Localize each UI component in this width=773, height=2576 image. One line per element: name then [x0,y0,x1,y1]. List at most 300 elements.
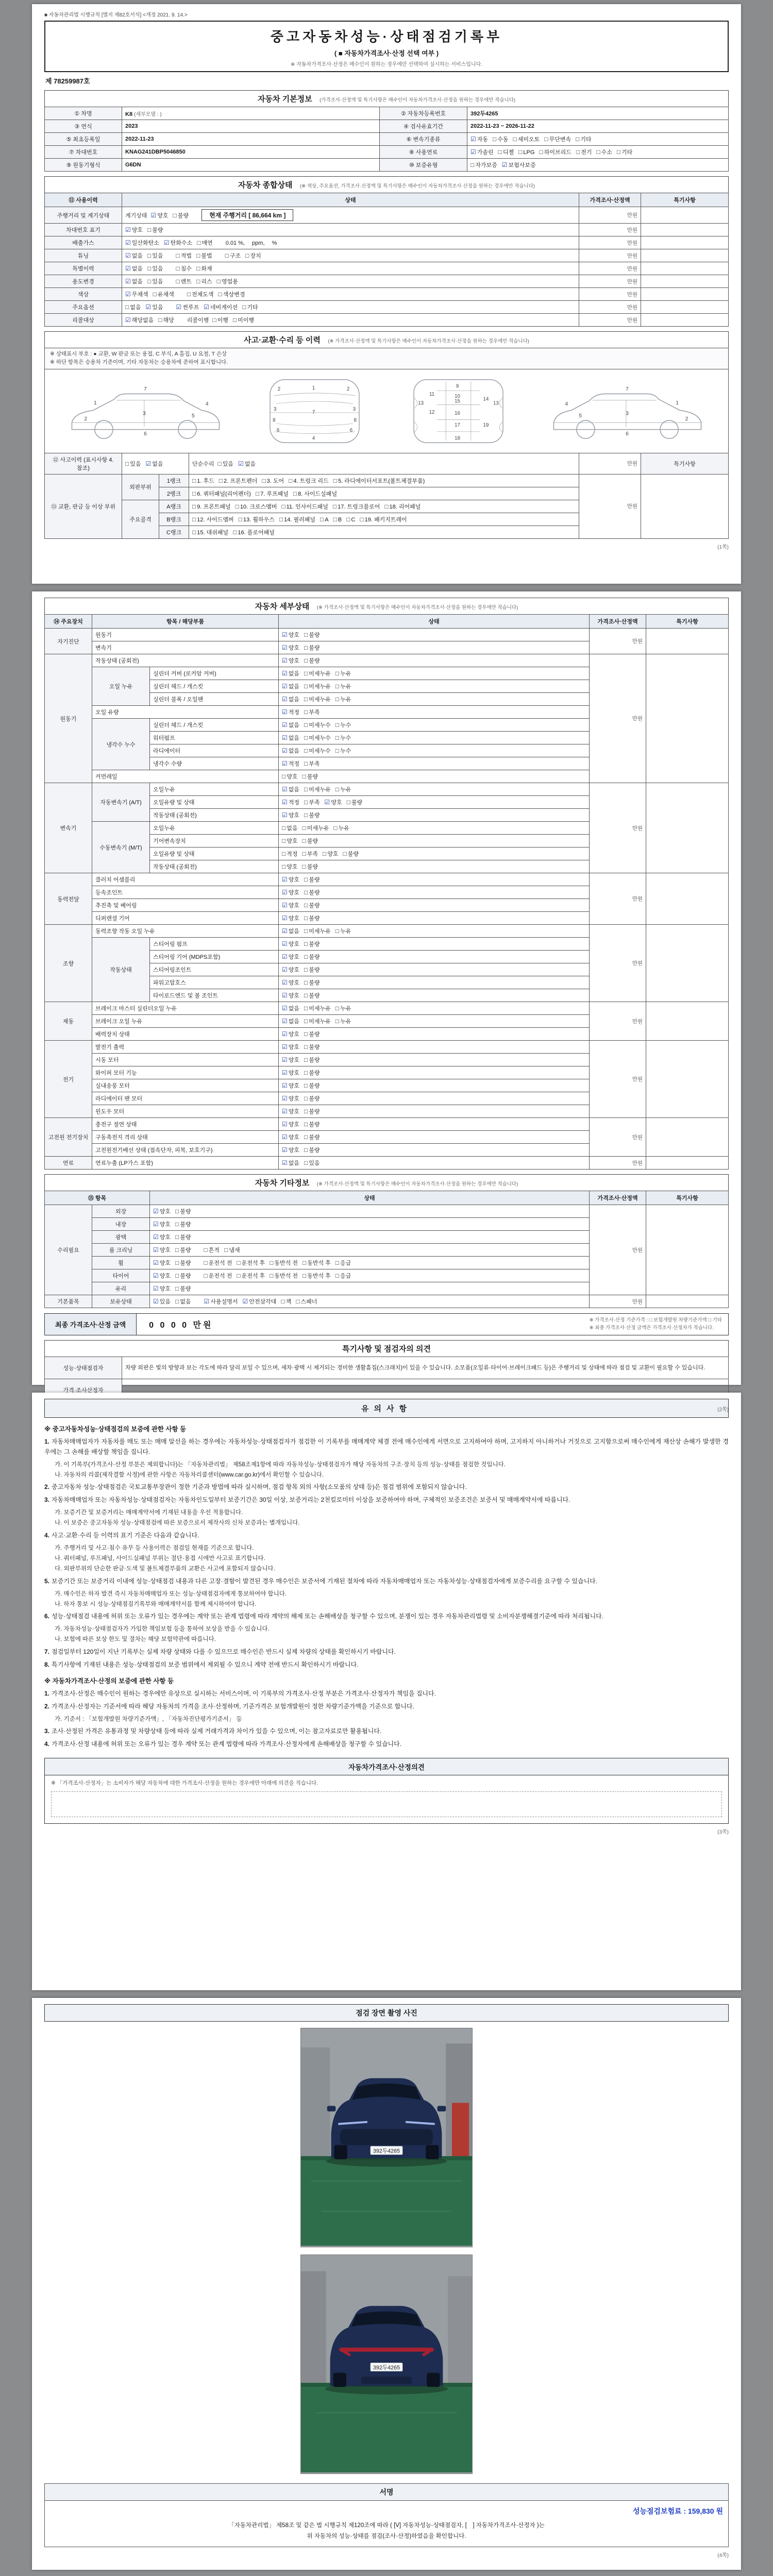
svg-text:3: 3 [352,406,356,412]
checkbox-unchecked[interactable] [304,747,331,755]
checkbox-label: 있음 [222,461,234,467]
item-label: 광택 [92,1231,150,1244]
checkbox-unchecked[interactable] [304,1004,331,1012]
state-cell [279,1066,590,1079]
checkbox-unchecked[interactable] [333,502,380,511]
state-cell [150,1218,590,1231]
checkbox-unchecked[interactable] [304,1056,320,1064]
checkbox-unchecked[interactable] [470,161,497,169]
checkbox-unchecked[interactable] [304,643,320,652]
checkbox-checked[interactable] [153,1272,171,1280]
unchecked-checkbox-icon: □ [335,670,340,677]
checkbox-label: 불량 [180,1273,191,1279]
checkbox-unchecked[interactable] [304,656,320,665]
checkbox-label: 15. 대쉬패널 [197,529,229,536]
checkbox-unchecked[interactable] [296,1297,317,1306]
checkbox-unchecked[interactable] [539,148,571,156]
checkbox-unchecked[interactable] [204,1272,232,1280]
checkbox-unchecked[interactable] [304,1017,331,1025]
checkbox-checked[interactable] [282,978,299,987]
checkbox-unchecked[interactable] [233,528,275,536]
checkbox-unchecked[interactable] [320,516,329,523]
checkbox-unchecked[interactable] [384,502,421,511]
checkbox-label: 누유 [340,671,351,677]
checkbox-unchecked[interactable] [147,277,163,285]
usage-history-label: 색상 [45,288,122,301]
checkbox-label: 양호 [288,890,300,896]
unchecked-checkbox-icon: □ [153,291,157,298]
form-header [44,21,729,72]
checkbox-unchecked[interactable] [256,489,289,498]
checkbox-checked[interactable] [204,303,238,311]
checkbox-checked[interactable] [282,1133,299,1141]
checkbox-unchecked[interactable] [237,1272,265,1280]
checkbox-label: 기타 [580,137,592,143]
checkbox-unchecked[interactable] [175,1233,191,1241]
checkbox-unchecked[interactable] [304,888,320,896]
checkbox-checked[interactable] [282,734,299,742]
checkbox-unchecked[interactable] [303,772,318,781]
checkbox-unchecked[interactable] [281,1297,291,1306]
checkbox-unchecked[interactable] [125,303,141,311]
checkbox-unchecked[interactable] [175,1272,191,1280]
checkbox-unchecked[interactable] [147,251,163,260]
checkbox-unchecked[interactable] [498,148,514,156]
svg-text:1: 1 [312,385,315,391]
checkbox-unchecked[interactable] [175,1246,191,1254]
checkbox-checked[interactable] [176,303,199,311]
checkbox-checked[interactable] [282,1081,299,1090]
checkbox-unchecked[interactable] [304,798,320,806]
checked-checkbox-icon: ☑ [282,657,288,664]
unchecked-checkbox-icon: □ [255,489,260,497]
checkbox-checked[interactable] [282,798,299,806]
item-label: 라디에이터 팬 모터 [92,1092,279,1105]
svg-text:3: 3 [274,406,277,412]
checkbox-checked[interactable] [282,940,299,948]
checkbox-unchecked[interactable] [225,251,241,260]
checkbox-unchecked[interactable] [196,277,212,285]
checkbox-unchecked[interactable] [335,1259,351,1267]
checkbox-label: 침수 [180,266,192,272]
unchecked-checkbox-icon: □ [302,824,306,832]
checkbox-checked[interactable] [125,226,143,234]
checkbox-unchecked[interactable] [175,1207,191,1215]
notice-item: 5. 보증기간 또는 보증거리 이내에 성능·상태점검 내용과 다른 고장·결함이 발견된 경우 매수인은 보증서에 기재된 절차에 따라 자동차매매업자 또는 자동차성능·상태점검자에게 보증수리를 요구할 수 있습니다. [44,1577,598,1585]
checkbox-unchecked[interactable] [196,264,212,273]
checkbox-unchecked[interactable] [175,1297,191,1306]
checkbox-unchecked[interactable] [323,850,339,858]
overall-condition-header [44,176,729,193]
device-group-label: 고전원 전기장치 [45,1118,92,1157]
checkbox-unchecked[interactable] [304,1094,320,1103]
checkbox-unchecked[interactable] [192,502,231,511]
checkbox-checked[interactable] [282,1069,299,1077]
checkbox-checked[interactable] [242,1297,276,1306]
checkbox-label: B [338,516,342,523]
checkbox-label: 1. 후드 [197,478,214,484]
checkbox-label: 없음 [131,266,143,272]
checkbox-unchecked[interactable] [204,1246,220,1254]
checkbox-unchecked[interactable] [270,1259,298,1267]
item-label: 클러치 어셈블리 [92,873,279,886]
unchecked-checkbox-icon: □ [539,148,543,156]
checkbox-unchecked[interactable] [175,1284,191,1293]
checkbox-label: 11. 인사이드패널 [286,503,328,510]
unchecked-checkbox-icon: □ [304,799,308,806]
unchecked-checkbox-icon: □ [304,889,308,896]
checkbox-unchecked[interactable] [617,148,633,156]
notice-item: 2. 가격조사·산정자는 기준서에 따라 해당 자동차의 가격을 조사·산정하며, 기준가격은 보험개발원이 정한 차량기준가액을 기준으로 합니다. [44,1703,414,1710]
checkbox-unchecked[interactable] [303,850,318,858]
checkbox-unchecked[interactable] [282,824,298,832]
unchecked-checkbox-icon: □ [304,1121,308,1128]
checkbox-unchecked[interactable] [289,477,329,485]
checkbox-unchecked[interactable] [282,850,298,858]
checkbox-unchecked[interactable] [304,682,331,690]
checkbox-label: 구조 [229,253,241,259]
checkbox-unchecked[interactable] [212,316,228,324]
checkbox-unchecked[interactable] [175,1259,191,1267]
checkbox-unchecked[interactable] [304,940,320,948]
checkbox-checked[interactable] [282,901,299,909]
checkbox-unchecked[interactable] [335,682,351,690]
checkbox-unchecked[interactable] [281,502,328,511]
checkbox-checked[interactable] [282,1056,299,1064]
checkbox-unchecked[interactable] [335,669,351,677]
checkbox-unchecked[interactable] [335,927,351,935]
detail-condition-table [44,614,729,1170]
checkbox-unchecked[interactable] [192,528,228,536]
checkbox-unchecked[interactable] [233,316,254,324]
checkbox-unchecked[interactable] [217,277,238,285]
unchecked-checkbox-icon: □ [281,1298,285,1305]
state-cell [279,693,590,706]
checkbox-unchecked[interactable] [304,991,320,999]
checkbox-checked[interactable] [153,1246,171,1254]
checkbox-unchecked[interactable] [173,211,189,219]
checkbox-unchecked[interactable] [245,251,261,260]
checkbox-unchecked[interactable] [237,1259,265,1267]
checkbox-unchecked[interactable] [303,824,329,832]
accident-history-label: ⑫ 사고이력 (표시사항 4. 참조) [45,453,122,474]
checkbox-checked[interactable] [282,682,299,690]
checkbox-unchecked[interactable] [335,721,351,729]
checkbox-unchecked[interactable] [333,516,342,523]
checkbox-unchecked[interactable] [282,772,298,781]
checkbox-label: 안전삼각대 [249,1299,277,1305]
checkbox-unchecked[interactable] [347,798,363,806]
checkbox-checked[interactable] [282,643,299,652]
checkbox-unchecked[interactable] [513,135,540,143]
checkbox-unchecked[interactable] [304,927,331,935]
checkbox-unchecked[interactable] [224,1246,240,1254]
checkbox-unchecked[interactable] [304,631,320,639]
checkbox-unchecked[interactable] [304,695,331,703]
checkbox-unchecked[interactable] [304,1030,320,1038]
checkbox-unchecked[interactable] [303,862,318,871]
checkbox-unchecked[interactable] [219,290,245,298]
checkbox-checked[interactable] [125,316,154,324]
checkbox-unchecked[interactable] [304,1146,320,1154]
checkbox-checked[interactable] [125,239,159,247]
checkbox-label: 영업용 [221,279,238,285]
checkbox-label: 불량 [307,864,318,870]
checkbox-checked[interactable] [153,1207,171,1215]
checkbox-unchecked[interactable] [282,837,298,845]
checkbox-unchecked[interactable] [153,290,174,298]
checkbox-unchecked[interactable] [596,148,612,156]
checkbox-unchecked[interactable] [304,1043,320,1051]
item-label: 타이어 [92,1269,150,1282]
state-text: 0.01 %, ppm, % [225,240,277,246]
checkbox-label: 양호 [159,1260,171,1266]
checkbox-unchecked[interactable] [192,515,234,523]
panel-items-cell [189,487,579,500]
checkbox-checked[interactable] [282,785,299,793]
checkbox-label: 없음 [131,253,143,259]
checkbox-unchecked[interactable] [175,1220,191,1228]
checkbox-checked[interactable] [151,211,169,219]
checkbox-unchecked[interactable] [346,516,355,523]
state-cell [279,1079,590,1092]
checkbox-checked[interactable] [282,914,299,922]
unchecked-checkbox-icon: □ [192,489,196,497]
checkbox-unchecked[interactable] [335,695,351,703]
checkbox-checked[interactable] [282,1146,299,1154]
notice-item: 1. 자동차매매업자가 자동차를 매도 또는 매매 알선을 하는 경우에는 자동차성능·상태점검자가 점검한 이 기록부를 매매계약 체결 전에 매수인에게 서면으로 고지하여야 하며, 고지하지 아니하거나 거짓으로 고지함으로써 매수인에게 재산상 손해가 발생한 경우에는 그 손해를 배상할 책임을 집니다. [44,1438,729,1455]
checkbox-checked[interactable] [125,290,148,298]
checkbox-checked[interactable] [282,1017,299,1025]
checkbox-unchecked[interactable] [304,978,320,987]
checkbox-checked[interactable] [282,1004,299,1012]
checkbox-unchecked[interactable] [335,747,351,755]
accident-history-note: (※ 가격조사·산정액 및 특기사항은 매수인이 자동차가격조사·산정을 원하는 경우에만 적습니다) [328,338,529,344]
checkbox-checked[interactable] [282,747,299,755]
unchecked-checkbox-icon: □ [304,631,308,638]
checkbox-checked[interactable] [146,460,163,468]
usage-history-label: 배출가스 [45,236,122,249]
field-label: ⑦ 차대번호 [45,146,122,159]
usage-history-label: 특별이력 [45,262,122,275]
checkbox-unchecked[interactable] [304,1133,320,1141]
checkbox-unchecked[interactable] [304,1159,320,1167]
checkbox-unchecked[interactable] [262,477,284,485]
device-group-label: 변속기 [45,783,92,873]
checkbox-label: 불량 [309,1109,320,1115]
checkbox-unchecked[interactable] [303,1259,331,1267]
checkbox-unchecked[interactable] [236,502,277,511]
checkbox-checked[interactable] [282,991,299,999]
remark-cell [646,1118,729,1157]
item-label: 실린더 헤드 / 개스킷 [150,680,279,693]
checkbox-checked[interactable] [282,1030,299,1038]
unchecked-checkbox-icon: □ [304,708,308,716]
detail-row [45,1157,729,1170]
checkbox-label: 양호 [288,954,300,960]
checkbox-checked[interactable] [282,927,299,935]
state-cell [279,848,590,860]
checkbox-checked[interactable] [470,135,488,143]
checkbox-checked[interactable] [282,875,299,884]
checkbox-unchecked[interactable] [576,135,592,143]
final-price-value: 0 0 0 0 만원 [149,1321,213,1330]
checkbox-checked[interactable] [204,1297,238,1306]
checkbox-unchecked[interactable] [304,1107,320,1115]
checkbox-label: 불량 [309,1057,320,1063]
checkbox-checked[interactable] [282,669,299,677]
checkbox-unchecked[interactable] [176,277,192,285]
checkbox-unchecked[interactable] [187,290,214,298]
unchecked-checkbox-icon: □ [335,1272,340,1279]
checkbox-checked[interactable] [282,1120,299,1128]
checkbox-unchecked[interactable] [196,251,212,260]
checkbox-checked[interactable] [282,721,299,729]
detail-row [45,1041,729,1054]
checkbox-unchecked[interactable] [147,264,163,273]
checkbox-unchecked[interactable] [304,1120,320,1128]
checkbox-label: 7. 루프패널 [260,490,289,497]
checkbox-unchecked[interactable] [204,1259,232,1267]
checkbox-label: 이행 [217,317,228,324]
checkbox-unchecked[interactable] [147,226,163,234]
checkbox-unchecked[interactable] [304,1081,320,1090]
checkbox-unchecked[interactable] [335,734,351,742]
checkbox-checked[interactable] [125,251,143,260]
checkbox-checked[interactable] [125,264,143,273]
form-reference: ■ 자동차관리법 시행규칙 [별지 제82호서식] <개정 2021. 9. 14.> [44,12,188,18]
repair-group-label: 수리필요 [45,1205,92,1295]
checkbox-unchecked[interactable] [303,837,318,845]
checkbox-unchecked[interactable] [304,811,320,819]
checkbox-checked[interactable] [282,1107,299,1115]
checkbox-unchecked[interactable] [219,477,258,485]
price-opinion-writing-area [51,1791,722,1817]
notice-item: 7. 점검일부터 120일이 지난 기록부는 실제 차량 상태와 다를 수 있으므로 매수인은 반드시 실제 차량의 상태를 확인하시기 바랍니다. [44,1648,396,1655]
checkbox-label: 동반석 전 [274,1273,298,1279]
checkbox-unchecked[interactable] [158,316,174,324]
checkbox-unchecked[interactable] [239,515,275,523]
unchecked-checkbox-icon: □ [518,148,523,156]
checkbox-unchecked[interactable] [197,239,213,247]
checkbox-checked[interactable] [153,1233,171,1241]
checkbox-unchecked[interactable] [125,460,141,468]
checkbox-label: 5. 라디에이터서포트(볼트체결부품) [338,478,425,484]
item-group-label: 오일 누유 [92,667,150,706]
checkbox-unchecked[interactable] [176,264,192,273]
checkbox-unchecked[interactable] [304,734,331,742]
checkbox-checked[interactable] [282,1043,299,1051]
checkbox-unchecked[interactable] [518,148,534,156]
checkbox-checked[interactable] [325,798,342,806]
checkbox-unchecked[interactable] [335,1017,351,1025]
unchecked-checkbox-icon: □ [175,1259,179,1266]
checkbox-checked[interactable] [153,1297,171,1306]
rear-license-plate: 392두4265 [373,2364,400,2371]
checkbox-checked[interactable] [153,1284,171,1293]
checkbox-checked[interactable] [146,303,163,311]
checkbox-checked[interactable] [282,759,299,768]
checkbox-checked[interactable] [282,965,299,974]
checkbox-unchecked[interactable] [282,862,298,871]
unchecked-checkbox-icon: □ [235,502,239,510]
table-row [45,120,729,133]
checkbox-unchecked[interactable] [576,148,592,156]
checkbox-unchecked[interactable] [304,759,320,768]
checkbox-checked[interactable] [125,277,143,285]
checkbox-checked[interactable] [153,1220,171,1228]
checkbox-unchecked[interactable] [333,824,349,832]
accident-history-header [44,331,729,348]
checkbox-unchecked[interactable] [493,135,509,143]
checkbox-checked[interactable] [470,148,494,156]
checked-checkbox-icon: ☑ [282,992,288,999]
checkbox-unchecked[interactable] [270,1272,298,1280]
form-header-note: ※ 자동차가격조사·산정은 매수인이 원하는 경우에만 선택하여 실시하는 서비스입니다. [290,62,483,67]
checkbox-checked[interactable] [238,460,256,468]
checkbox-unchecked[interactable] [304,965,320,974]
checkbox-checked[interactable] [153,1259,171,1267]
checkbox-unchecked[interactable] [333,477,425,485]
checkbox-unchecked[interactable] [304,721,331,729]
checkbox-checked[interactable] [502,161,536,169]
state-cell [122,249,579,262]
remark-cell [641,236,729,249]
checkbox-unchecked[interactable] [279,515,315,523]
checkbox-checked[interactable] [282,695,299,703]
checkbox-checked[interactable] [282,708,299,716]
unchecked-checkbox-icon: □ [384,502,389,510]
checkbox-unchecked[interactable] [192,489,251,498]
checkbox-checked[interactable] [282,656,299,665]
checkbox-checked[interactable] [282,1159,299,1167]
checkbox-checked[interactable] [282,888,299,896]
checkbox-unchecked[interactable] [304,901,320,909]
checkbox-unchecked[interactable] [218,460,234,468]
checkbox-unchecked[interactable] [242,303,258,311]
checkbox-unchecked[interactable] [304,953,320,961]
checkbox-checked[interactable] [282,811,299,819]
checkbox-checked[interactable] [164,239,192,247]
current-mileage-box: 현재 주행거리 [ 86,664 km ] [201,209,293,221]
unchecked-checkbox-icon: □ [192,477,196,484]
checkbox-unchecked[interactable] [176,251,192,260]
checkbox-unchecked[interactable] [335,1004,351,1012]
checkbox-unchecked[interactable] [304,1069,320,1077]
checkbox-unchecked[interactable] [304,785,331,793]
checkbox-unchecked[interactable] [335,1272,351,1280]
checkbox-unchecked[interactable] [304,708,320,716]
checkbox-unchecked[interactable] [192,477,214,485]
checkbox-unchecked[interactable] [343,850,359,858]
checkbox-unchecked[interactable] [304,669,331,677]
checkbox-unchecked[interactable] [304,914,320,922]
checkbox-checked[interactable] [282,631,299,639]
checkbox-unchecked[interactable] [304,875,320,884]
item-label: 동력조향 작동 오일 누유 [92,925,279,938]
rank-label: B랭크 [159,513,189,526]
device-group-label: 제동 [45,1002,92,1041]
checkbox-unchecked[interactable] [293,489,337,498]
checkbox-unchecked[interactable] [303,1272,331,1280]
checkbox-unchecked[interactable] [544,135,571,143]
checkbox-checked[interactable] [282,953,299,961]
checkbox-unchecked[interactable] [360,515,407,523]
submodel-note: (세부모델 : ) [134,111,162,117]
state-cell [279,654,590,667]
checkbox-checked[interactable] [282,1094,299,1103]
checkbox-unchecked[interactable] [335,785,351,793]
